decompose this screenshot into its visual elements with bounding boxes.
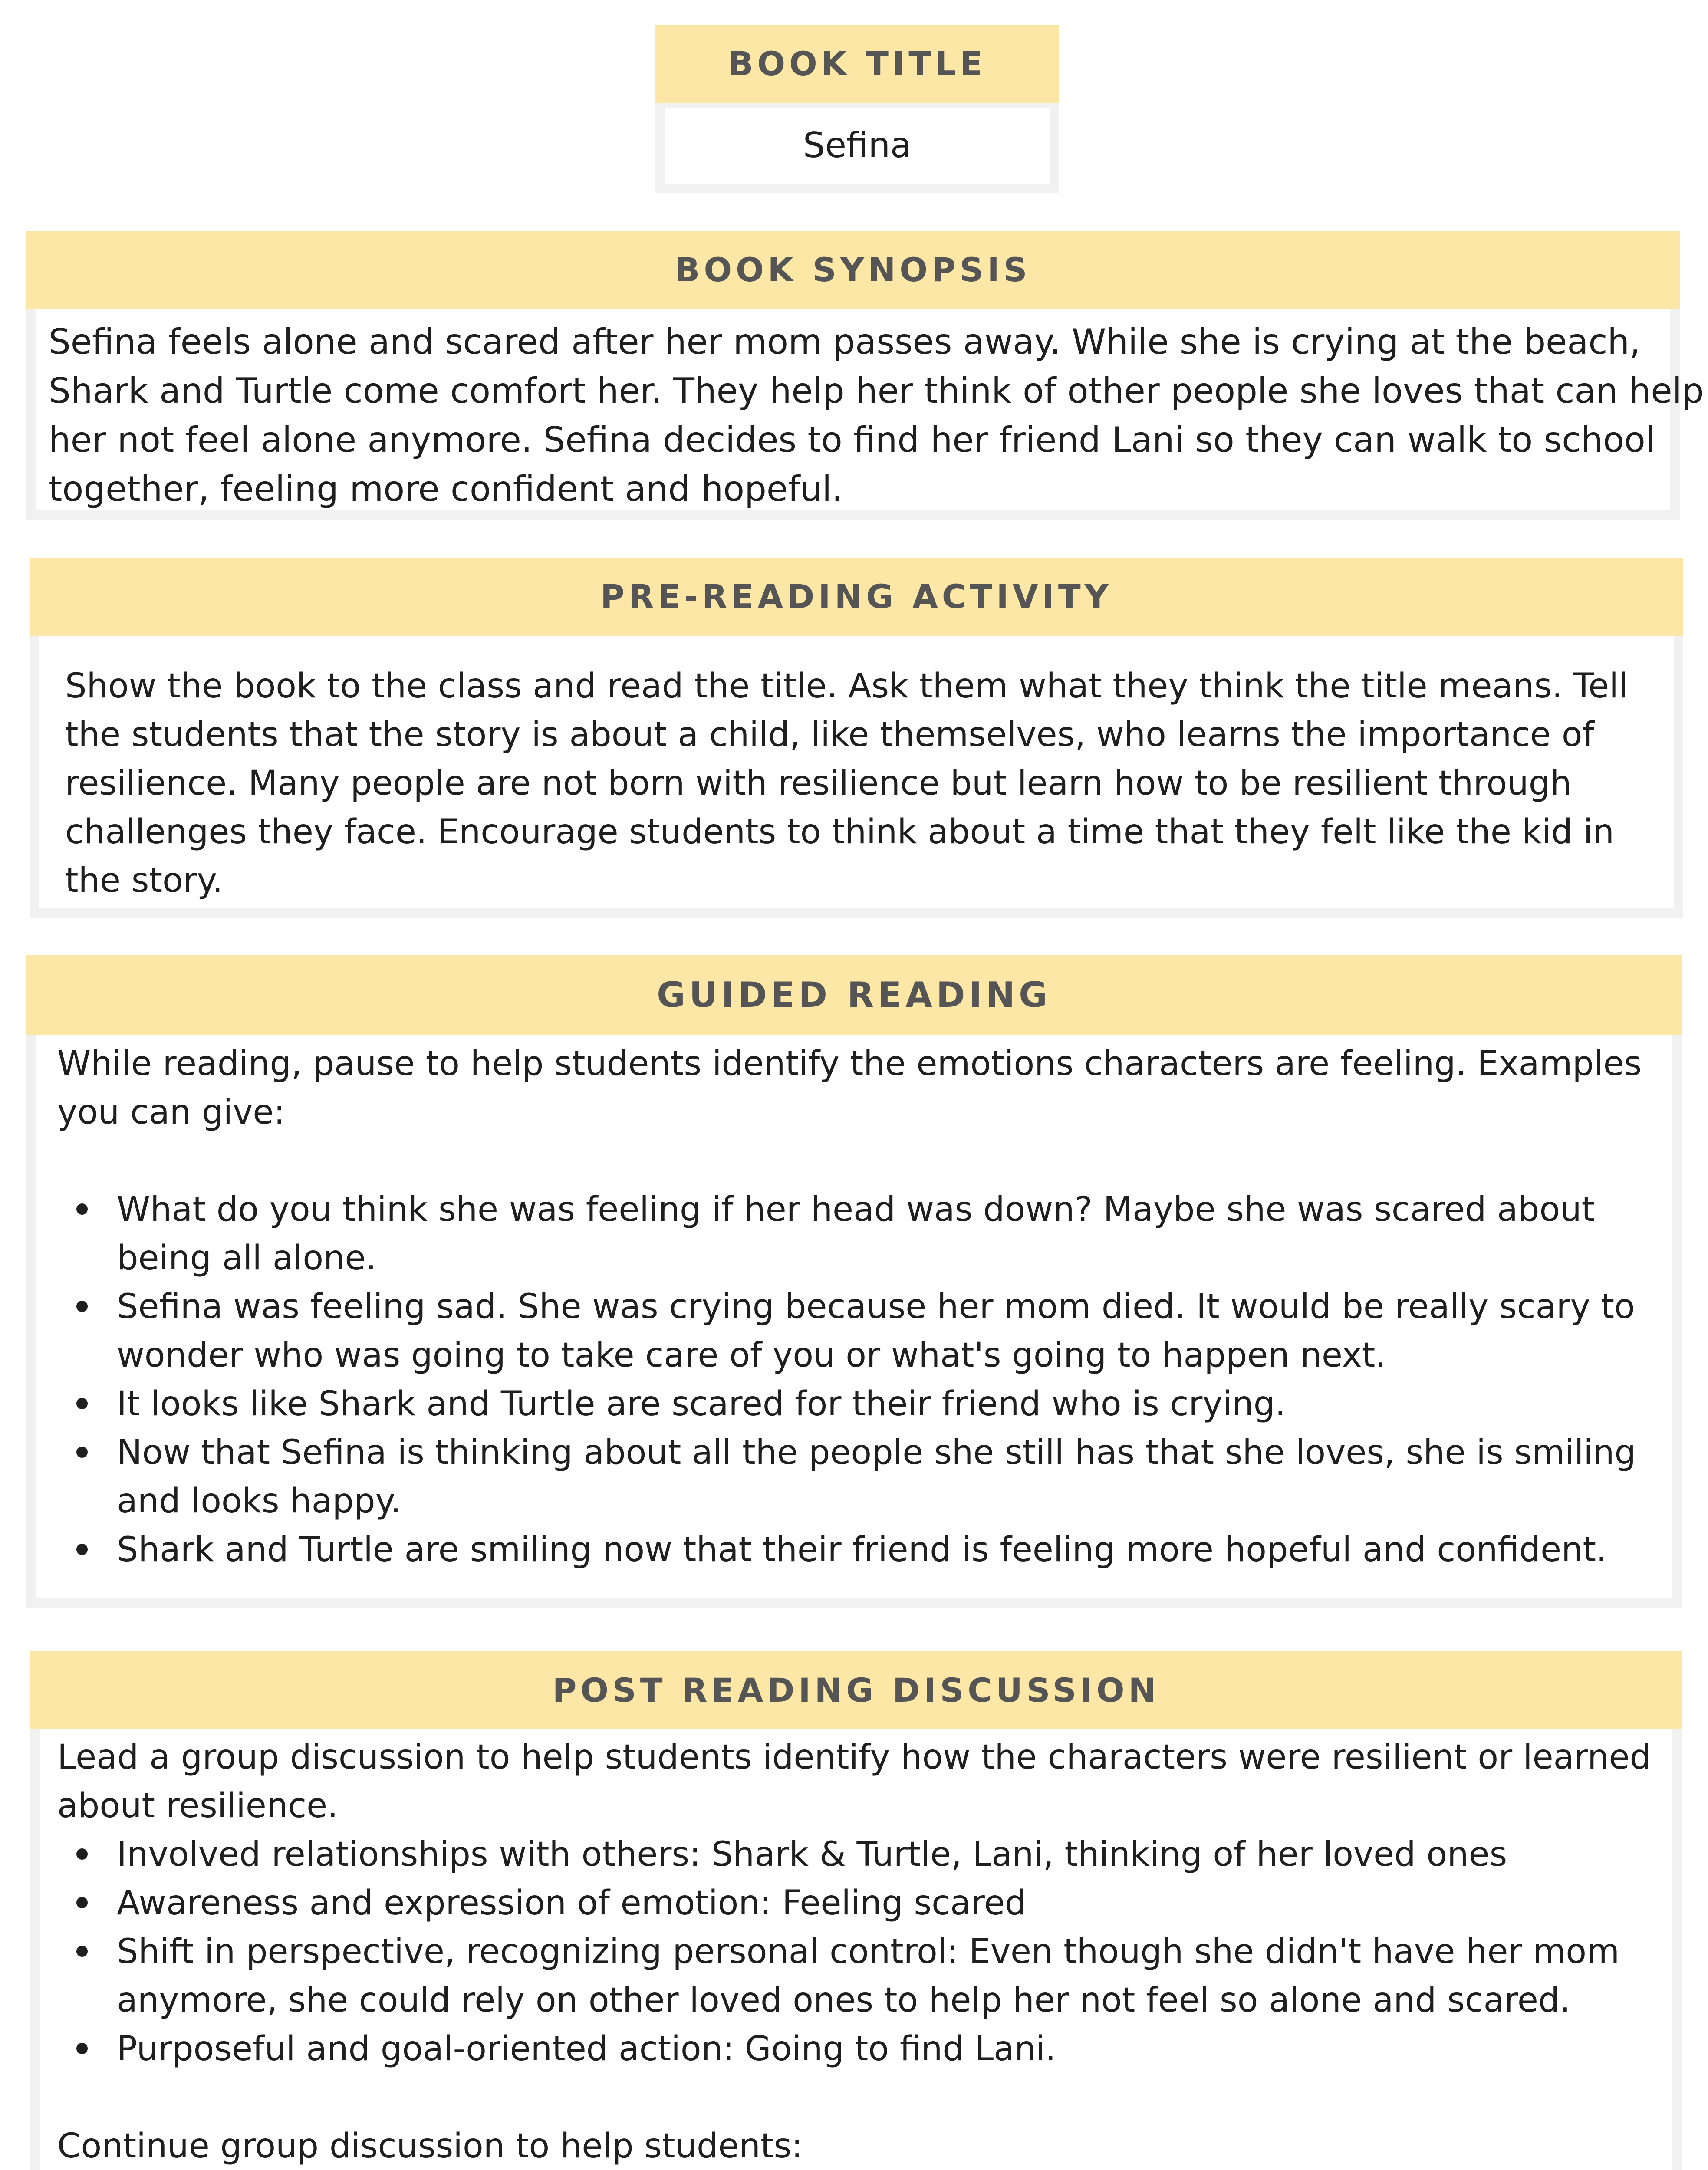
post-reading-intro: Lead a group discussion to help students identify how the characters were resilient or learned about resilience. [57,1738,1652,1825]
pre-reading-text: Show the book to the class and read the title. Ask them what they think the title means. Tell the students that the story is about a child, like themselves, who learns the importance of resilience. Many people are not born with resilience but learn how to be resilient through challenges they face. Encourage students to think about a time that they felt like the kid in the story. [65,667,1628,900]
book-title-value: Sefina [665,108,1050,184]
synopsis-text: Sefina feels alone and scared after her mom passes away. While she is crying at the beach, Shark and Turtle come comfort her. They help her think of other people she loves that can help her not feel alone anymore. Sefina decides to find her friend Lani so they can walk to school together, feeling more confident and hopeful. [49,322,1704,509]
post-reading-body [30,1729,1682,2170]
book-title-section [655,25,1059,193]
list-item: Shift in perspective, recognizing personal control: Even though she didn't have her mom anymore, she could rely on other loved ones to help her not feel so alone and scared. [57,1927,1659,2025]
list-item: Now that Sefina is thinking about all the people she still has that she loves, she is smiling and looks happy. [57,1428,1659,1526]
post-reading-heading: POST READING DISCUSSION [30,1651,1682,1729]
synopsis-section [26,231,1704,520]
list-item: It looks like Shark and Turtle are scared for their friend who is crying. [57,1380,1659,1428]
pre-reading-body [30,636,1683,918]
list-item: What do you think she was feeling if her head was down? Maybe she was scared about being all alone. [57,1185,1659,1282]
guided-reading-intro: While reading, pause to help students identify the emotions characters are feeling. Examples you can give: [57,1044,1642,1132]
list-item: Sefina was feeling sad. She was crying because her mom died. It would be really scary to wonder who was going to take care of you or what's going to happen next. [57,1282,1659,1380]
post-reading-list [57,1830,1659,2073]
guided-reading-section [26,955,1682,1608]
list-item: Awareness and expression of emotion: Feeling scared [57,1879,1659,1927]
pre-reading-section [30,558,1683,918]
post-reading-continue-intro: Continue group discussion to help students: [57,2127,803,2166]
list-item: Purposeful and goal-oriented action: Going to find Lani. [57,2025,1659,2073]
post-reading-section [30,1651,1682,2170]
list-item: Shark and Turtle are smiling now that their friend is feeling more hopeful and confident. [57,1526,1659,1574]
book-title-value-box [655,103,1059,193]
pre-reading-heading: PRE-READING ACTIVITY [30,558,1683,636]
synopsis-body [26,309,1704,520]
guided-reading-list [57,1185,1659,1574]
book-title-heading: BOOK TITLE [655,25,1059,103]
guided-reading-heading: GUIDED READING [26,955,1682,1035]
synopsis-heading: BOOK SYNOPSIS [26,231,1680,309]
guided-reading-body [26,1035,1682,1608]
list-item: Involved relationships with others: Shark & Turtle, Lani, thinking of her loved ones [57,1830,1659,1879]
